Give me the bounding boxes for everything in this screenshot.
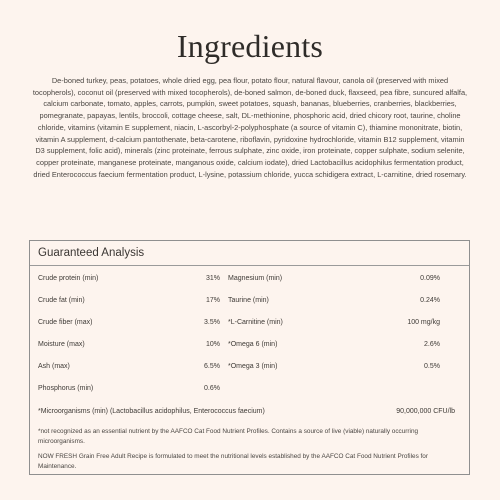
nutrient-name: *Omega 3 (min) — [228, 363, 278, 370]
analysis-footnote: *not recognized as an essential nutrient by the AAFCO Cat Food Nutrient Profiles. Contains a source of live (viable) naturally occurring microorganisms. — [38, 428, 419, 445]
microorganisms-name: *Microorganisms (min) (Lactobacillus acidophilus, Enterococcus faecium) — [38, 408, 265, 415]
panel-divider — [30, 265, 469, 266]
nutrient-name: Moisture (max) — [38, 341, 85, 348]
nutrient-value: 2.6% — [424, 341, 440, 348]
nutrient-name: Crude protein (min) — [38, 275, 99, 282]
nutrient-name: Phosphorus (min) — [38, 385, 94, 392]
analysis-row — [30, 317, 469, 329]
nutrient-value: 3.5% — [204, 319, 220, 326]
nutrient-value: 0.09% — [420, 275, 440, 282]
ingredients-list: De-boned turkey, peas, potatoes, whole dried egg, pea flour, potato flour, natural flavour, canola oil (preserved with mixed tocopherols), coconut oil (preserved with mixed tocopherols), de-boned salmon, de-boned duck, flaxseed, pea fibre, suncured alfalfa, calcium carbonate, tomato, apples, carrots, pumpkin, sweet potatoes, squash, bananas, blueberries, cranberries, blackberries, pomegranate, papayas, lentils, broccoli, cottage cheese, salt, DL-methionine, phosphoric acid, dried chicory root, taurine, choline chloride, vitamins (vitamin E supplement, niacin, L-ascorbyl-2-polyphosphate (a source of vitamin C), thiamine mononitrate, biotin, vitamin A supplement, d-calcium pantothenate, beta-carotene, riboflavin, pyridoxine hydrochloride, vitamin B12 supplement, vitamin D3 supplement, folic acid), minerals (zinc proteinate, ferrous sulphate, zinc oxide, iron proteinate, copper sulphate, sodium selenite, copper proteinate, manganese proteinate, manganous oxide, calcium iodate), dried Lactobacillus acidophilus fermentation product, dried Enterococcus faecium fermentation product, L-lysine, potassium chloride, yucca schidigera extract, L-carnitine, dried rosemary. — [32, 76, 468, 179]
nutrient-value: 31% — [205, 275, 220, 282]
nutrient-name: Magnesium (min) — [228, 275, 283, 282]
nutrient-value: 100 mg/kg — [407, 319, 440, 326]
nutrient-value: 0.5% — [424, 363, 440, 370]
analysis-row — [30, 339, 469, 351]
nutrient-value: 10% — [205, 341, 220, 348]
nutrient-value: 6.5% — [204, 363, 220, 370]
nutrient-name: Crude fiber (max) — [38, 319, 93, 326]
guaranteed-analysis-panel — [29, 240, 470, 475]
microorganisms-row — [30, 406, 469, 418]
aafco-statement: NOW FRESH Grain Free Adult Recipe is formulated to meet the nutritional levels established by the AAFCO Cat Food Nutrient Profiles for Maintenance. — [38, 453, 428, 470]
nutrient-name: Ash (max) — [38, 363, 70, 370]
nutrient-value: 0.6% — [204, 385, 220, 392]
page-title: Ingredients — [176, 28, 324, 64]
nutrient-value: 17% — [205, 297, 220, 304]
nutrient-name: *Omega 6 (min) — [228, 341, 278, 348]
nutrient-value: 0.24% — [420, 297, 440, 304]
analysis-row — [30, 273, 469, 285]
analysis-row — [30, 361, 469, 373]
microorganisms-value: 90,000,000 CFU/lb — [396, 408, 455, 415]
nutrient-name: Crude fat (min) — [38, 297, 85, 304]
analysis-row — [30, 295, 469, 307]
guaranteed-analysis-title: Guaranteed Analysis — [38, 247, 145, 259]
analysis-row — [30, 383, 469, 395]
nutrient-name: Taurine (min) — [228, 297, 269, 304]
nutrient-name: *L-Carnitine (min) — [228, 319, 283, 326]
